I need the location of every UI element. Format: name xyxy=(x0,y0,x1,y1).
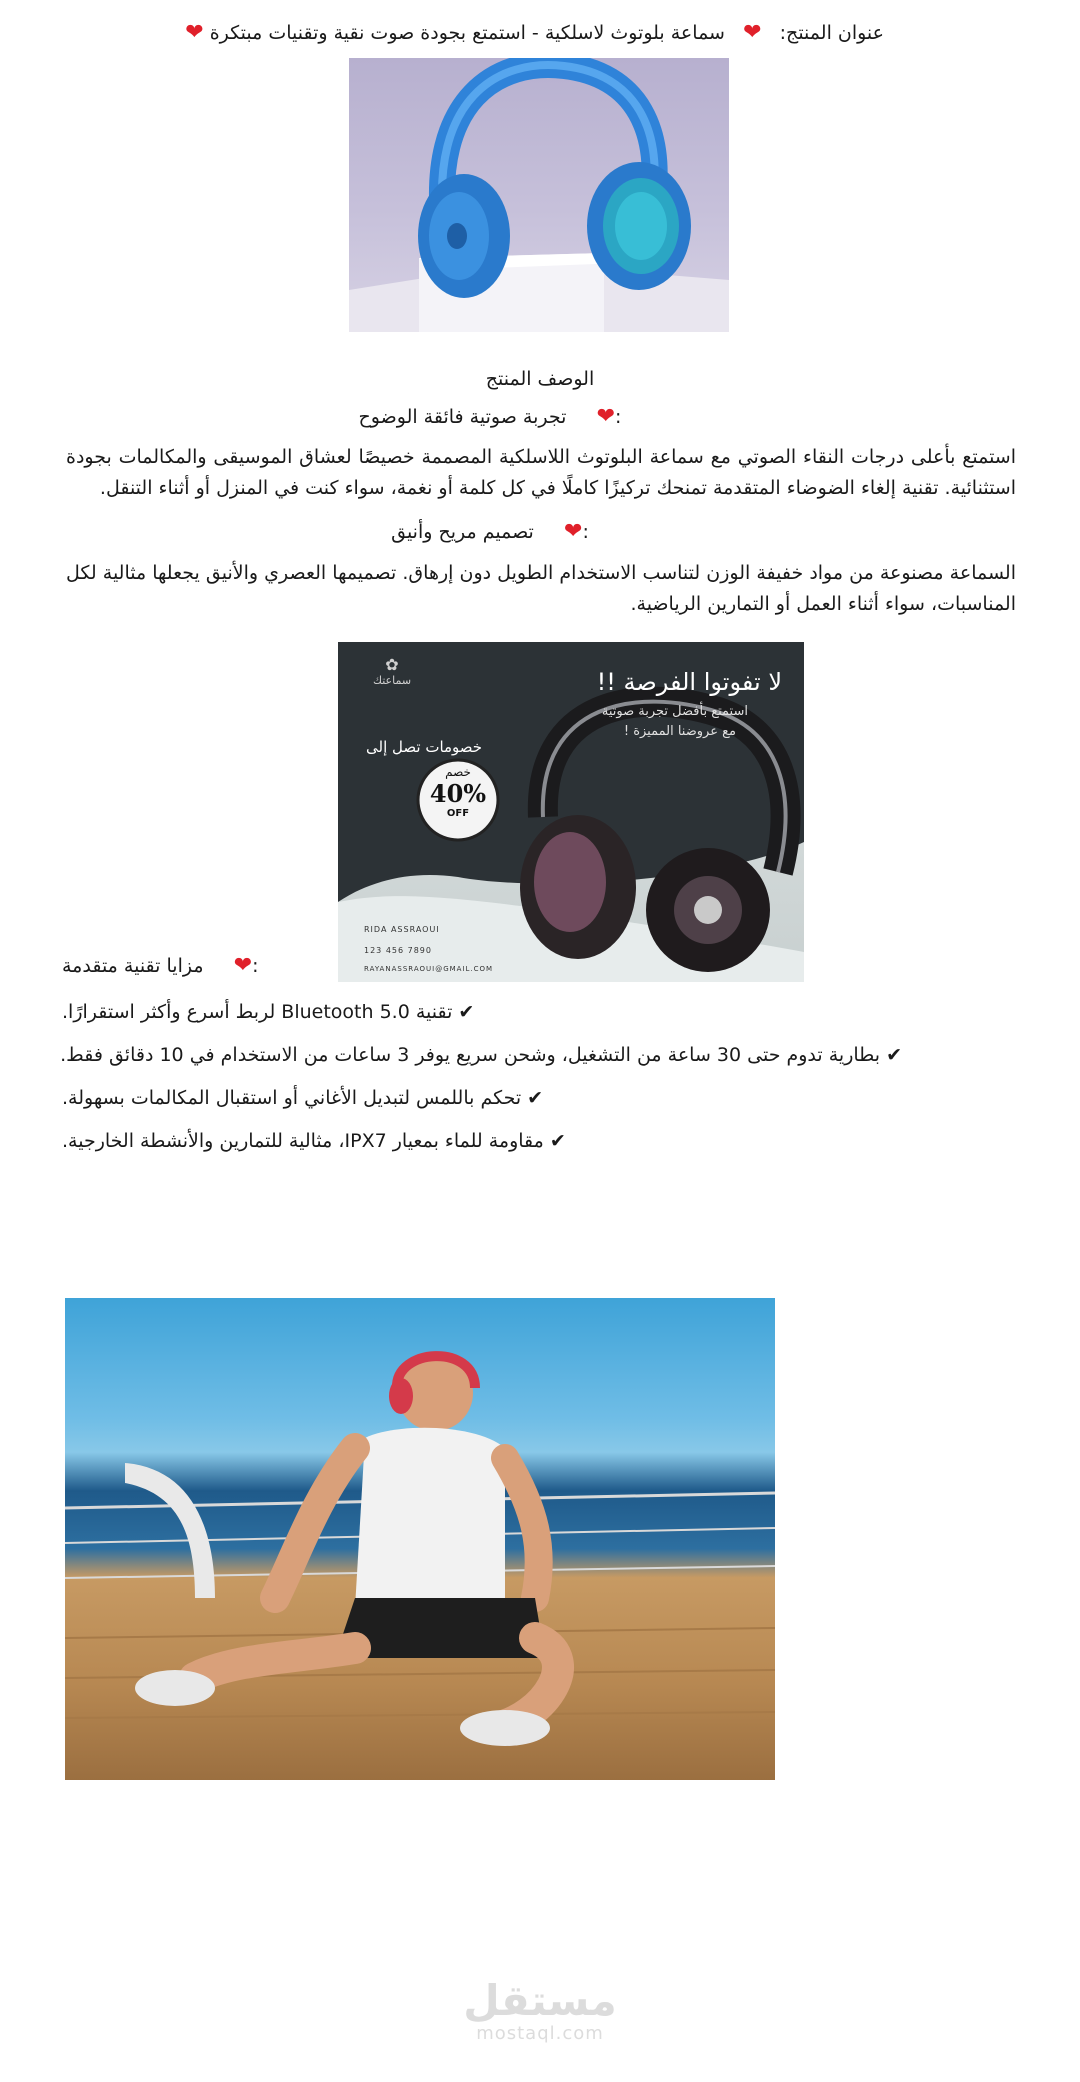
heart-icon: ❤ xyxy=(743,20,762,45)
banner-contact-name: RIDA ASSRAOUI xyxy=(364,925,440,934)
sound-paragraph: استمتع بأعلى درجات النقاء الصوتي مع سماعة البلوتوث اللاسلكية المصممة خصيصًا لعشاق الموسيقى والمكالمات بجودة استثنائية. تقنية إلغاء الضوضاء المتقدمة تمنحك تركيزًا كاملًا في كل كلمة أو نغمة، سواء كنت في المنزل أو أثناء التنقل. xyxy=(66,446,1016,499)
banner-brand: سماعتك xyxy=(372,674,412,687)
mostaql-watermark xyxy=(440,1978,640,2044)
description-heading-text: الوصف المنتج xyxy=(485,368,595,390)
design-subheading-text: تصميم مريح وأنيق xyxy=(391,521,534,543)
product-title-value: سماعة بلوتوث لاسلكية - استمتع بجودة صوت نقية وتقنيات مبتكرة xyxy=(209,22,725,44)
badge-top: خصم xyxy=(445,765,471,779)
banner-subline-2: مع عروضنا المميزة ! xyxy=(623,724,736,739)
feature-item: ✔ بطارية تدوم حتى 30 ساعة من التشغيل، وشحن سريع يوفر 3 ساعات من الاستخدام في 10 دقائق فقط. xyxy=(60,1044,902,1066)
features-heading: مزايا تقنية متقدمة ❤: xyxy=(62,951,282,981)
banner-discount-text: خصومات تصل إلى xyxy=(366,738,483,756)
heart-icon: ❤ xyxy=(564,519,583,544)
athlete-photo xyxy=(65,1298,775,1780)
sound-subheading-text: تجربة صوتية فائقة الوضوح xyxy=(358,406,567,428)
features-heading-text: مزايا تقنية متقدمة xyxy=(62,955,204,977)
feature-item: ✔ تحكم باللمس لتبديل الأغاني أو استقبال المكالمات بسهولة. xyxy=(62,1087,544,1109)
feature-item: ✔ مقاومة للماء بمعيار IPX7، مثالية للتمارين والأنشطة الخارجية. xyxy=(62,1130,566,1152)
badge-percent: 40% xyxy=(429,779,487,808)
heart-icon: ❤ xyxy=(596,404,616,429)
mostaql-logo-ar: مستقل xyxy=(463,1976,617,2025)
discount-badge xyxy=(418,764,498,836)
heart-icon: ❤ xyxy=(233,953,253,978)
banner-contact-email: RAYANASSRAOUI@GMAIL.COM xyxy=(364,965,494,973)
design-paragraph: السماعة مصنوعة من مواد خفيفة الوزن لتناسب الاستخدام الطويل دون إرهاق. تصميمها العصري والأنيق يجعلها مثالية لكل المناسبات، سواء أثناء العمل أو التمارين الرياضية. xyxy=(66,562,1016,615)
lotus-icon: ✿ xyxy=(385,655,399,674)
feature-item: ✔ تقنية Bluetooth 5.0 لربط أسرع وأكثر استقرارًا. xyxy=(62,1001,475,1023)
banner-contact-phone: 123 456 7890 xyxy=(364,946,432,955)
banner-subline-1: استمتع بأفضل تجربة صوتية xyxy=(601,704,748,719)
promo-banner-image xyxy=(338,642,804,982)
description-heading xyxy=(340,364,740,394)
product-title-line xyxy=(172,18,884,48)
sound-subheading: تجربة صوتية فائقة الوضوح ❤: xyxy=(300,402,680,432)
banner-headline: لا تفوتوا الفرصة !! xyxy=(596,668,782,696)
badge-off: OFF xyxy=(446,808,470,819)
design-subheading: تصميم مريح وأنيق ❤: xyxy=(330,517,650,547)
banner-brand-logo xyxy=(362,656,422,687)
product-title-label: عنوان المنتج: xyxy=(779,22,884,44)
heart-icon: ❤ xyxy=(185,20,204,45)
product-image-blue-headphones xyxy=(349,58,729,332)
mostaql-logo-en: mostaql.com xyxy=(476,2023,604,2044)
